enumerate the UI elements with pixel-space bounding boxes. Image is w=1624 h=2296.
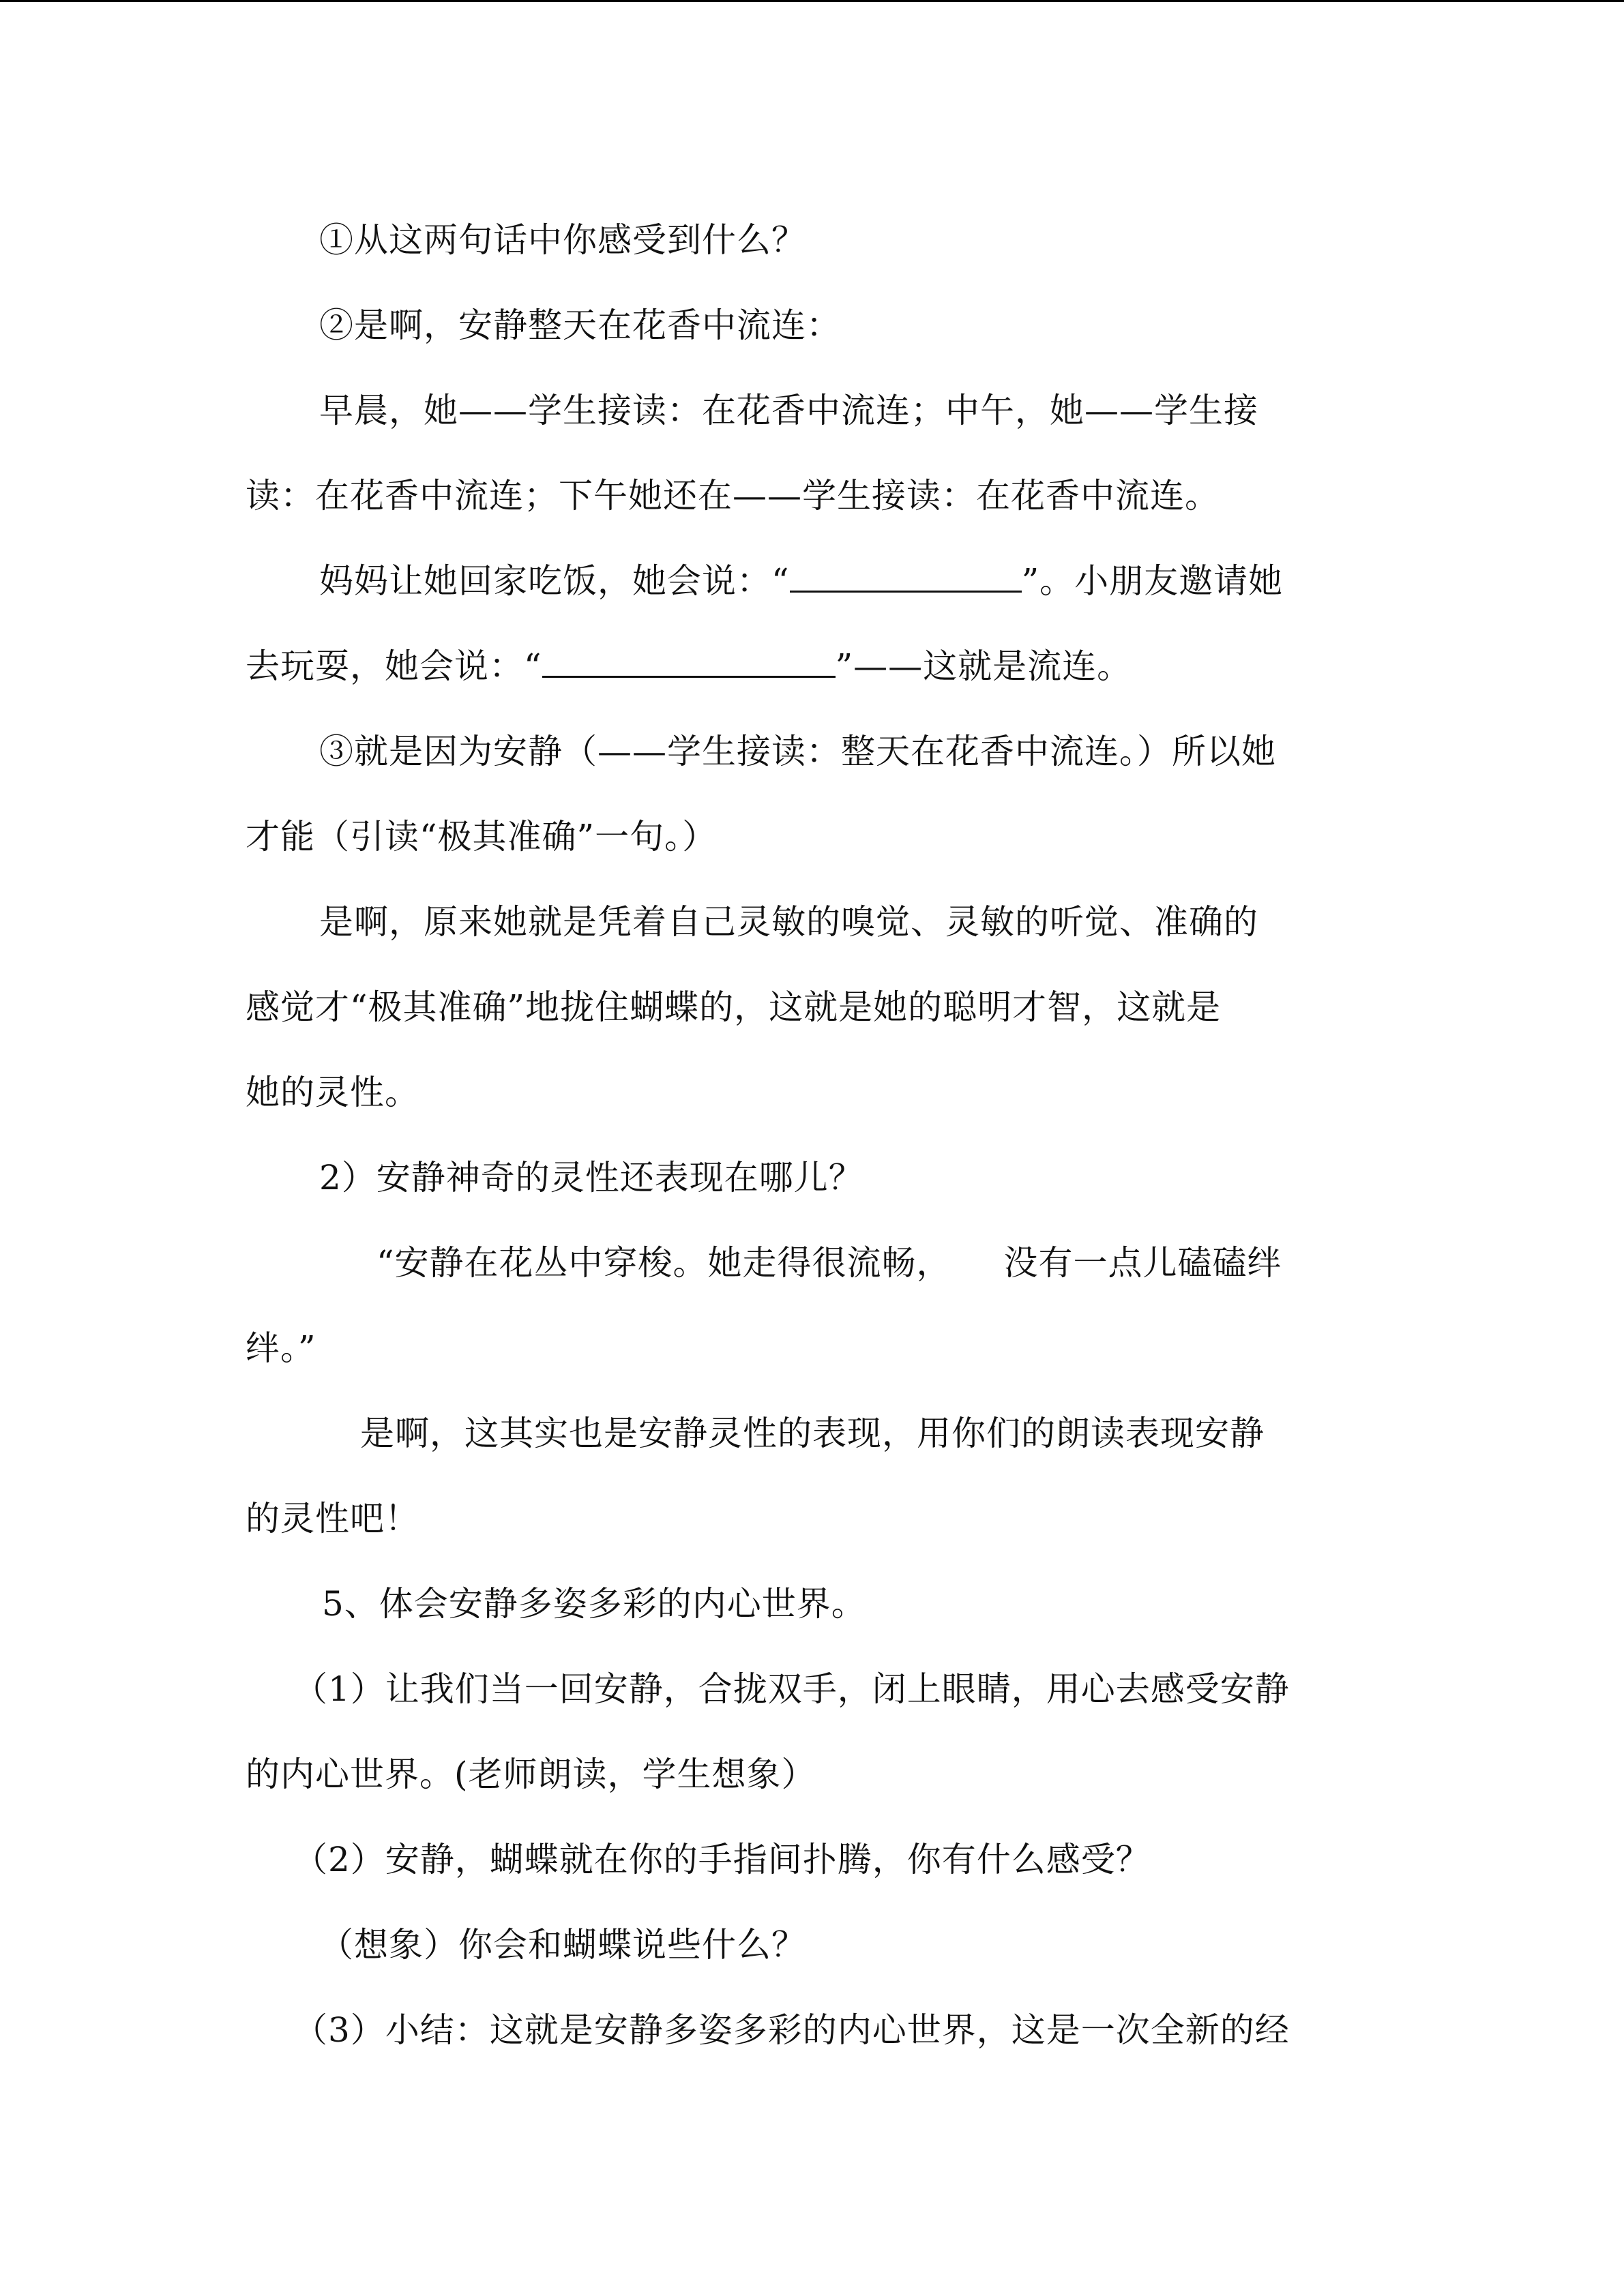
- answer-blank-1[interactable]: [790, 561, 1022, 593]
- step-2-line: （2）安静，蝴蝶就在你的手指间扑腾，你有什么感受？: [293, 1840, 1151, 1879]
- section-5-heading: 5、体会安静多姿多彩的内心世界。: [322, 1584, 866, 1624]
- question-feel: ①从这两句话中你感受到什么？: [319, 220, 806, 260]
- spirit-line: 她的灵性。: [246, 1073, 419, 1112]
- guided-reading-line: 才能（引读“极其准确”一句。）: [246, 817, 718, 856]
- mother-call-before: 妈妈让她回家吃饭，她会说：“: [319, 561, 790, 601]
- step-1-line: （1）让我们当一回安静，合拢双手，闭上眼睛，用心去感受安静: [293, 1669, 1290, 1709]
- reading-prompt-line: 是啊，这其实也是安静灵性的表现，用你们的朗读表现安静: [360, 1414, 1265, 1453]
- senses-line: 是啊，原来她就是凭着自己灵敏的嗅觉、灵敏的听觉、准确的: [319, 902, 1258, 942]
- imagine-line: （想象）你会和蝴蝶说些什么？: [319, 1925, 806, 1965]
- mother-call-after: ”。小朋友邀请她: [1021, 561, 1284, 601]
- reading-prompt-end: 的灵性吧！: [246, 1499, 419, 1538]
- friend-invite-line: [246, 644, 1132, 688]
- because-line: ③就是因为安静（——学生接读：整天在花香中流连。）所以她: [319, 732, 1276, 771]
- quote-line-end: 绊。”: [246, 1328, 316, 1368]
- morning-noon-line: 早晨，她——学生接读：在花香中流连；中午，她——学生接: [319, 391, 1258, 430]
- friend-invite-before: 去玩耍，她会说：“: [246, 646, 542, 686]
- flowing-intro: ②是啊，安静整天在花香中流连：: [319, 305, 841, 345]
- step-1-end: 的内心世界。(老师朗读，学生想象）: [246, 1755, 816, 1794]
- quote-line: “安静在花丛中穿梭。她走得很流畅， 没有一点儿磕磕绊: [377, 1243, 1282, 1283]
- step-3-line: （3）小结：这就是安静多姿多彩的内心世界，这是一次全新的经: [293, 2010, 1290, 2050]
- section-2-heading: 2）安静神奇的灵性还表现在哪儿？: [319, 1158, 863, 1197]
- wisdom-line: 感觉才“极其准确”地拢住蝴蝶的，这就是她的聪明才智，这就是: [246, 987, 1222, 1027]
- mother-call-line: [319, 559, 1283, 603]
- answer-blank-2[interactable]: [542, 646, 836, 678]
- afternoon-line: 读：在花香中流连；下午她还在——学生接读：在花香中流连。: [246, 476, 1220, 516]
- friend-invite-after: ”——这就是流连。: [835, 646, 1132, 686]
